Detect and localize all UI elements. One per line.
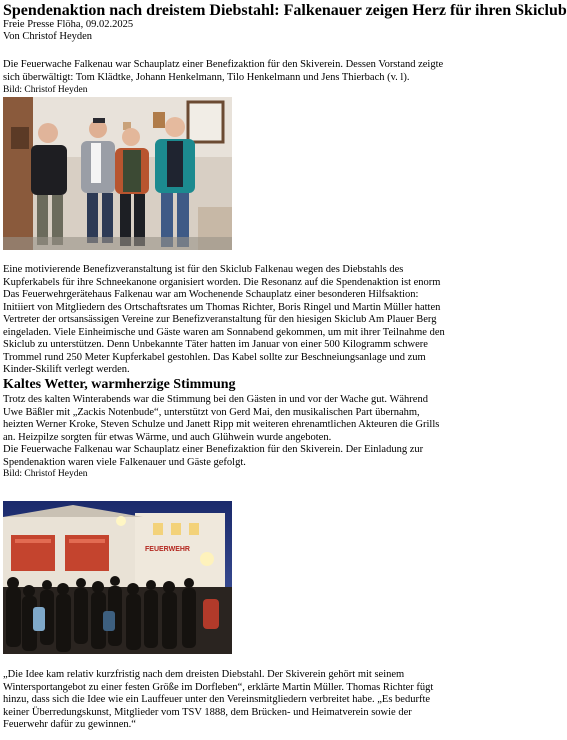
text-line: „Die Idee kam relativ kurzfristig nach dem dreisten Diebstahl. Der Skiverein gehört mit seinem	[3, 669, 405, 680]
text-line: Kupferkabels für ihre Schneekanone organisiert worden. Die Resonanz auf die Spendenaktion ist enorm	[3, 276, 441, 288]
photo-group-portrait	[3, 97, 232, 250]
text-line: Spendenaktion waren viele Falkenauer und Gäste gefolgt.	[3, 456, 246, 468]
fire-station-sign: FEUERWEHR	[145, 546, 190, 553]
text-line: hinzu, dass sich die Idee wie ein Lauffeuer unter den Vereinsmitgliedern verbreitet habe. „Es bedurfte	[3, 694, 431, 705]
photo-caption: Bild: Christof Heyden	[3, 469, 88, 479]
text-line: Skiclub zu unterstützen. Denn Unbekannte Täter hatten im Januar von einer 500 Kilogramm schwere	[3, 339, 428, 350]
text-line: Eine motivierende Benefizveranstaltung ist für den Skiclub Falkenau wegen des Diebstahls des	[3, 264, 404, 275]
text-line: Initiiert von Mitgliedern des Ortschaftsrates um Thomas Richter, Boris Ringel und Martin Müller hatten	[3, 301, 441, 313]
text-line: Trotz des kalten Winterabends war die Stimmung bei den Gästen in und vor der Wache gut. Während	[3, 394, 428, 405]
body-paragraph-1	[3, 264, 503, 377]
text-line: Kinder-Skilift verlegt werden.	[3, 364, 130, 375]
text-line: heizten Werner Kroke, Steven Schulze und Janett Ripp mit weiteren ehrenamtlichen Akteuren die Grills	[3, 419, 440, 430]
text-line: Wintersportangebot zu einer festen Größe im Dorfleben“, erklärte Martin Müller. Thomas Richter fügt	[3, 681, 434, 693]
article-title: Spendenaktion nach dreistem Diebstahl: Falkenauer zeigen Herz für ihren Skiclub	[3, 2, 567, 19]
text-line: an. Heizpilze sorgten für etwas Wärme, und auch Glühwein wurde angeboten.	[3, 431, 332, 443]
text-line: sich überwältigt: Tom Klädtke, Johann Henkelmann, Tilo Henkelmann und Jens Thierbach (v. l).	[3, 71, 410, 83]
text-line: Die Feuerwache Falkenau war Schauplatz einer Benefizaktion für den Skiverein. Dessen Vorstand zeigte	[3, 59, 444, 70]
text-line: Trommel rund 250 Meter Kupferkabel gestohlen. Das Kabel sollte zur Beschneiungsanlage und zum	[3, 351, 426, 363]
photo-fire-station-crowd	[3, 501, 232, 654]
text-line: Die Feuerwache Falkenau war Schauplatz einer Benefizaktion für den Skiverein. Der Einladung zur	[3, 444, 424, 455]
text-line: Das Feuerwehrgerätehaus Falkenau war am Wochenende Schauplatz einer besonderen Hilfsaktion:	[3, 289, 419, 300]
text-line: Feuerwehr dafür zu gewinnen.“	[3, 719, 136, 730]
body-paragraph-2	[3, 394, 503, 469]
section-heading: Kaltes Wetter, warmherzige Stimmung	[3, 377, 236, 392]
author-line: Von Christof Heyden	[3, 31, 93, 42]
photo-caption: Bild: Christof Heyden	[3, 85, 88, 95]
text-line: eingeladen. Viele Einheimische und Gäste waren am Sonnabend gekommen, um mit ihrer Teilnahme den	[3, 326, 445, 338]
intro-paragraph	[3, 59, 503, 84]
text-line: keiner Überredungskunst, Mitglieder vom TSV 1888, dem Brücken- und Heimatverein sowie der	[3, 706, 412, 718]
source-date: Freie Presse Flöha, 09.02.2025	[3, 19, 134, 30]
body-paragraph-3	[3, 669, 503, 732]
text-line: Uwe Bäßler mit „Zackis Notenbude“, unterstützt von Gerd Mai, den musikalischen Part übernahm,	[3, 406, 420, 418]
text-line: Vertreter der ortsansässigen Vereine zur Benefizveranstaltung für den hiesigen Skiclub Am Plauer Berg	[3, 314, 437, 325]
